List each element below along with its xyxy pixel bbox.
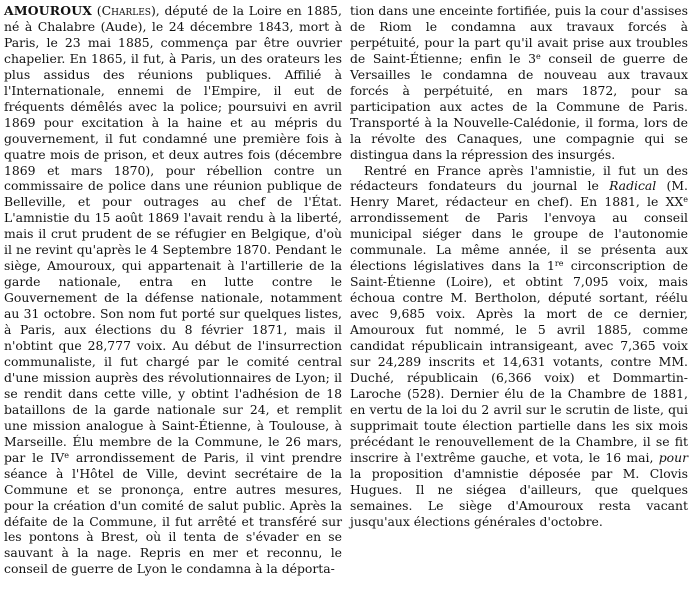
entry-text-final: la proposition d'amnistie déposée par M. Clovis Hugues. Il ne siégea d'ailleurs, que quelques semaines. Le siège d'Amouroux resta vacant jusqu'aux élections générales d'octobre. xyxy=(350,465,688,529)
entry-text-continued: arrondissement de Paris, il vint prendre séance à l'Hôtel de Ville, devint secrétaire de la Commune et se prononça, entre autres mesures, pour la création d'un comité de salut public. Après la défaite de la Commune, il fut arrêté et transféré sur les pontons à Brest, où il tenta de s'évader en se sauvant à la nage. Repris en mer et reconnu, le conseil de guerre de Lyon le condamna à la déporta- xyxy=(4,449,342,577)
entry-paragraph-1-cont xyxy=(350,3,688,163)
entry-surname: AMOUROUX xyxy=(4,3,93,18)
entry-text: (M. Henry Maret, rédacteur en chef). En 1881, le xyxy=(350,178,688,210)
entry-text: député de la Loire en 1885, né à Chalabre (Aude), le 24 décembre 1843, mort à Paris, le 23 mai 1885, commença par être ouvrier chapelier. En 1865, il fut, à Paris, un des orateurs les plus assidus des réunions publiques. Affilié à l'Internationale, ennemi de l'Empire, il eut de fréquents démêlés avec la police; poursuivi en avril 1869 pour excitation à la haine et au mépris du gouvernement, il fut condamné une première fois à quatre mois de prison, et deux autres fois (décembre 1869 et mars 1870), pour rébellion contre un commissaire de police dans une réunion publique de Belleville, et pour outrages au chef de l'État. L'amnistie du 15 août 1869 l'avait rendu à la liberté, mais il crut prudent de se réfugier en Belgique, d'où il ne revint qu'après le 4 Septembre 1870. Pendant le siège, Amouroux, qui appartenait à l'artillerie de la garde nationale, entra en lutte contre le Gouvernement de la défense nationale, notamment au 31 octobre. Son nom fut porté sur quelques listes, à Paris, aux élections du 8 février 1871, mais il n'obtint que 28,777 voix. Au début de l'insurrection communaliste, il fut chargé par le comité central d'une mission auprès des révolutionnaires de Lyon; il se rendit dans cette ville, y obtint l'adhésion de 18 bataillons de la garde nationale sur 24, et remplit une mission analogue à Saint-Étienne, à Toulouse, à Marseille. Élu membre de la Commune, le 26 mars, par le xyxy=(4,3,342,465)
arrondissement-suffix: e xyxy=(683,195,688,205)
arrondissement-number: XX xyxy=(665,194,684,210)
ordinal-suffix: e xyxy=(536,51,541,61)
entry-text: tion dans une enceinte fortifiée, puis la cour d'assises de Riom le condamna aux travaux forcés à perpétuité, pour la part qu'il avait prise aux troubles de Saint-Étienne; enfin le 3 xyxy=(350,3,688,66)
right-column xyxy=(350,3,688,597)
circonscription-suffix: re xyxy=(554,259,564,269)
arrondissement-suffix: e xyxy=(64,450,69,460)
entry-text-continued: conseil de guerre de Versailles le condamna de nouveau aux travaux forcés à perpétuité, en mars 1872, pour sa participation aux actes de la Commune de Paris. Transporté à la Nouvelle-Calédonie, il forma, lors de la révolte des Canaques, une compagnie qui se distingua dans la répression des insurgés. xyxy=(350,50,689,162)
journal-name: Radical xyxy=(609,178,657,194)
pour-word: pour xyxy=(658,449,688,465)
arrondissement-number: IV xyxy=(50,449,65,465)
entry-paragraph-2 xyxy=(350,163,688,530)
left-column xyxy=(4,3,342,597)
entry-paragraph-1: AMOUROUX (Charles), député de la Loire en 1885, né à Chalabre (Aude), le 24 décembre 1843, mort à Paris, le 23 mai 1885, commença par être ouvrier chapelier. En 1865, il fut, à Paris, un des orateurs les plus assidus des réunions publiques. Affilié à l'Internationale, ennemi de l'Empire, il eut de fréquents démêlés avec la police; poursuivi en avril 1869 pour excitation à la haine et au mépris du gouvernement, il fut condamné une première fois à quatre mois de prison, et deux autres fois (décembre 1869 et mars 1870), pour rébellion contre un commissaire de police dans une réunion publique de Belleville, et pour outrages au chef de l'État. L'amnistie du 15 août 1869 l'avait rendu à la liberté, mais il crut prudent de se réfugier en Belgique, d'où il ne revint qu'après le 4 Septembre 1870. Pendant le siège, Amouroux, qui appartenait à l'artillerie de la garde nationale, entra en lutte contre le Gouvernement de la défense nationale, notamment au 31 octobre. Son nom fut porté sur quelques listes, à Paris, aux élections du 8 février 1871, mais il n'obtint que 28,777 voix. Au début de l'insurrection communaliste, il fut chargé par le comité central d'une mission auprès des révolutionnaires de Lyon; il se rendit dans cette ville, y obtint l'adhésion de 18 bataillons de la garde nationale sur 24, et remplit une mission analogue à Saint-Étienne, à Toulouse, à Marseille. Élu membre de la Commune, le 26 mars, par le IVe arrondissement de Paris, il vint prendre séance à l'Hôtel de Ville, devint secrétaire de la Commune et se prononça, entre autres mesures, pour la création d'un comité de salut public. Après la défaite de la Commune, il fut arrêté et transféré sur les pontons à Brest, où il tenta de s'évader en se sauvant à la nage. Repris en mer et reconnu, le conseil de guerre de Lyon le condamna à la déporta- xyxy=(4,3,342,577)
entry-text: circonscription de Saint-Étienne (Loire), et obtint 7,095 voix, mais échoua contre M. Bertholon, député sortant, réélu avec 9,685 voix. Après la mort de ce dernier, Amouroux fut nommé, le 5 avril 1885, comme candidat républicain intransigeant, avec 7,365 voix sur 24,289 inscrits et 14,631 votants, contre MM. Duché, républicain (6,366 voix) et Dommartin-Laroche (528). Dernier élu de la Chambre de 1881, en vertu de la loi du 2 avril sur le scrutin de liste, qui supprimait toute élection partielle dans les six mois précédant le renouvellement de la Chambre, il se fit inscrire à l'extrême gauche, et vota, le 16 mai, xyxy=(350,258,688,465)
entry-text: arrondissement de Paris l'envoya au conseil municipal siéger dans le groupe de l'autonomie communale. La même année, il se présenta aux élections législatives dans la 1 xyxy=(350,210,688,274)
entry-text: Rentré en France après l'amnistie, il fut un des rédacteurs fondateurs du journal le xyxy=(350,162,688,194)
entry-given-name: (Charles) xyxy=(96,3,156,18)
